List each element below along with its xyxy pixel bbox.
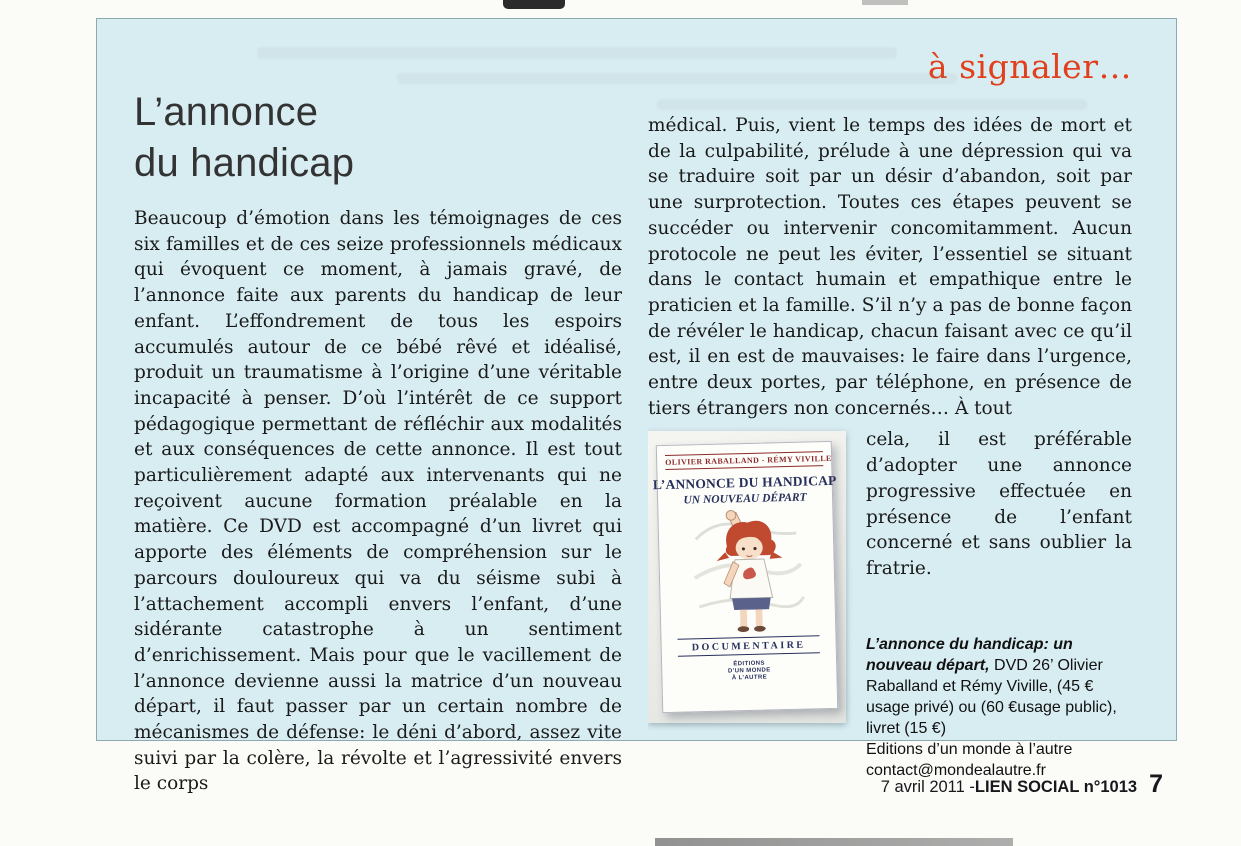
print-bleed-artifact (397, 73, 957, 84)
article-title (134, 87, 622, 189)
footer-date: 7 avril 2011 - (880, 778, 975, 796)
section-label: à signaler… (927, 47, 1132, 86)
dvd-publisher-line: ÉDITIONS (733, 661, 765, 668)
page-footer (881, 770, 1163, 799)
caption-contact: contact@mondealautre.fr (866, 761, 1046, 779)
article-title-line-1: L’annonce (134, 90, 319, 134)
print-bleed-artifact (257, 47, 897, 59)
article-body-col2: médical. Puis, vient le temps des idées de mort et de la culpabilité, prélude à une dépression qui va se traduire soit par un désir d’abandon, soit par une surprotection. Toutes ces étapes peuvent se succéder ou intervenir concomitamment. Aucun protocole ne peut les éviter, l’essentiel se situant dans le contact humain et empathique entre le praticien et la famille. S’il n’y a pas de bonne façon de révéler le handicap, chacun faisant avec ce qu’il est, il en est de mauvaises: le faire dans l’urgence, entre deux portes, par téléphone, en présence de tiers étrangers non concernés… À tout (648, 115, 1132, 419)
article-body-col2-continued: cela, il est préférable d’adopter une annonce progressive effectuée en présence de l’enfant concerné et sans oublier la fratrie. (866, 429, 1132, 579)
dvd-publisher-logo (728, 661, 771, 683)
article-title-line-2: du handicap (134, 141, 355, 185)
article-body-col1: Beaucoup d’émotion dans les témoignages de ces six familles et de ces seize professionnels médicaux qui évoquent ce moment, à jamais gravé, de l’annonce faite aux parents du handicap de leur enfant. L’effondrement de tous les espoirs accumulés autour de ce bébé rêvé et idéalisé, produit un traumatisme à l’origine d’une véritable incapacité à penser. D’où l’intérêt de ce support pédagogique permettant de réfléchir aux modalités et aux conséquences de cette annonce. Il est tout particulièrement adapté aux intervenants qui ne reçoivent aucune formation préalable en la matière. Ce DVD est accompagné d’un livret qui apporte des éléments de compréhension sur le parcours douloureux qui va du séisme subi à l’attachement accompli envers l’enfant, d’une sidérante catastrophe à un sentiment d’enrichissement. Mais pour que le vacillement de l’annonce devienne aussi la matrice d’un nouveau départ, il faut passer par un certain nombre de mécanismes de défense: le déni d’abord, assez vite suivi par la colère, la révolte et l’agressivité envers le corps (134, 208, 622, 795)
dvd-caption (866, 634, 1132, 781)
caption-title: L’annonce du handicap: un nouveau départ, (866, 635, 1073, 674)
article-column-left (134, 47, 622, 797)
scan-artifact-bottom (655, 838, 1013, 846)
dvd-cover-photo (648, 431, 846, 723)
dvd-title: L’ANNONCE DU HANDICAP (652, 473, 837, 493)
footer-magazine: LIEN SOCIAL n°1013 (974, 778, 1138, 796)
dvd-authors: OLIVIER RABALLAND - RÉMY VIVILLE (665, 452, 823, 471)
dvd-publisher-line: D’UN MONDE (727, 667, 771, 675)
footer-page-number: 7 (1149, 770, 1163, 798)
caption-publisher: Editions d’un monde à l’autre (866, 740, 1073, 758)
scan-artifact-top-right (862, 0, 908, 5)
scan-artifact-top (503, 0, 565, 9)
dvd-cover (652, 441, 838, 713)
dvd-genre-band: DOCUMENTAIRE (677, 636, 820, 657)
dvd-subtitle: UN NOUVEAU DÉPART (683, 491, 807, 507)
article-columns (134, 47, 1132, 797)
caption-details: DVD 26’ Olivier Raballand et Rémy Viville, (45 € usage privé) ou (60 €usage public), livret (15 €) (866, 656, 1117, 737)
dvd-illustration-girl (687, 508, 806, 637)
article-column-right (648, 47, 1132, 797)
print-bleed-artifact (657, 99, 1087, 110)
dvd-wrap-area (648, 427, 1132, 780)
dvd-publisher-line: À L’AUTRE (731, 674, 768, 682)
